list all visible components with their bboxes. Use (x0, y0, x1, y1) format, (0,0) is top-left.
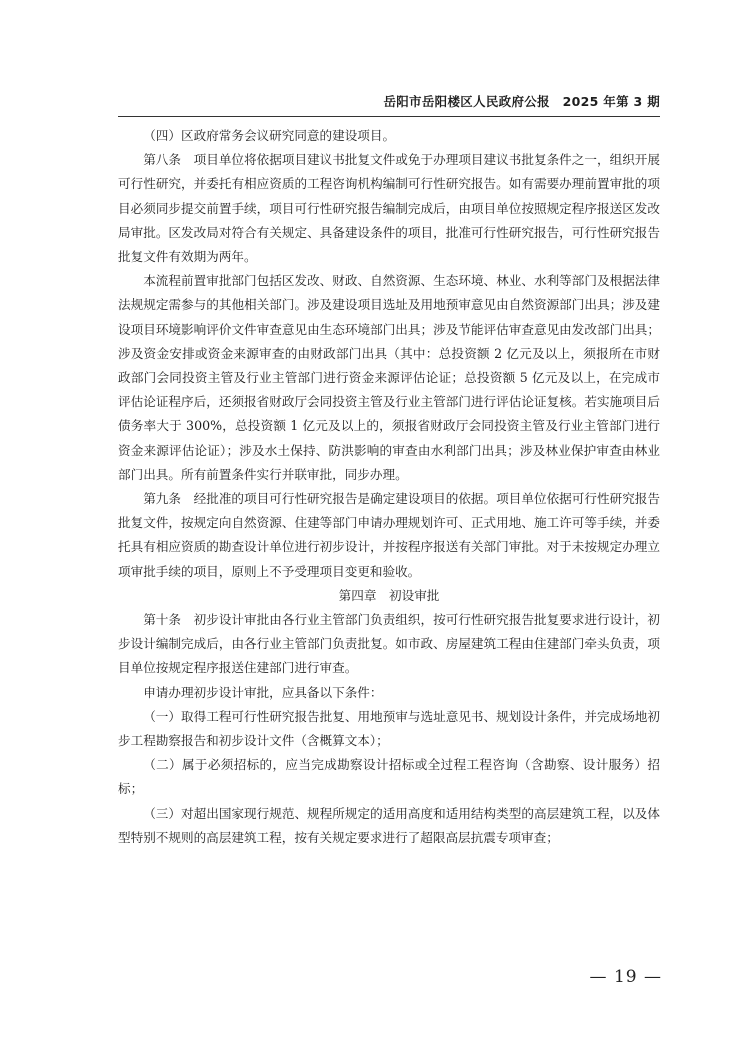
paragraph-condition-2: （二）属于必须招标的，应当完成勘察设计招标或全过程工程咨询（含勘察、设计服务）招标； (118, 757, 660, 797)
paragraph-item-4: （四）区政府常务会议研究同意的建设项目。 (143, 128, 396, 143)
header-title: 岳阳市岳阳楼区人民政府公报 2025 年第 3 期 (383, 94, 660, 109)
paragraph-article-9: 第九条 经批准的项目可行性研究报告是确定建设项目的依据。项目单位依据可行性研究报告批复文件，按规定向自然资源、住建等部门申请办理规划许可、正式用地、施工许可等手续，并委托具有相应资质的勘查设计单位进行初步设计，并按程序报送有关部门审批。对于未按规定办理立项审批手续的项目，原则上不予受理项目变更和验收。 (118, 491, 660, 579)
paragraph-conditions-intro: 申请办理初步设计审批，应具备以下条件： (143, 684, 383, 700)
page-number: — 19 — (589, 967, 662, 987)
paragraph-condition-3: （三）对超出国家现行规范、规程所规定的适用高度和适用结构类型的高层建筑工程，以及体型特别不规则的高层建筑工程，按有关规定要求进行了超限高层抗震专项审查； (118, 805, 660, 845)
page-header (118, 92, 660, 117)
paragraph-article-10: 第十条 初步设计审批由各行业主管部门负责组织，按可行性研究报告批复要求进行设计，初步设计编制完成后，由各行业主管部门负责批复。如市政、房屋建筑工程由住建部门牵头负责，项目单位按规定程序报送住建部门进行审查。 (118, 612, 660, 676)
paragraph-article-8: 第八条 项目单位将依据项目建议书批复文件或免于办理项目建议书批复条件之一，组织开展可行性研究，并委托有相应资质的工程咨询机构编制可行性研究报告。如有需要办理前置审批的项目必须同步提交前置手续，项目可行性研究报告编制完成后，由项目单位按照规定程序报送区发改局审批。区发改局对符合有关规定、具备建设条件的项目，批准可行性研究报告，可行性研究报告批复文件有效期为两年。 (118, 152, 660, 265)
paragraph-condition-1: （一）取得工程可行性研究报告批复、用地预审与选址意见书、规划设计条件，并完成场地初步工程勘察报告和初步设计文件（含概算文本）； (118, 708, 660, 749)
document-body (118, 124, 660, 850)
paragraph-prior-approval: 本流程前置审批部门包括区发改、财政、自然资源、生态环境、林业、水利等部门及根据法律法规规定需参与的其他相关部门。涉及建设项目选址及用地预审意见由自然资源部门出具；涉及建设项目环境影响评价文件审查意见由生态环境部门出具；涉及节能评估审查意见由发改部门出具；涉及资金安排或资金来源审查的由财政部门出具（其中：总投资额 2 亿元及以上，须报所在市财政部门会同投资主管及行业主管部门进行资金来源评估论证；总投资额 5 亿元及以上，在完成市评估论证程序后，还须报省财政厅会同投资主管及行业主管部门进行评估论证复核。若实施项目后债务率大于 300%，总投资额 1 亿元及以上的，须报省财政厅会同投资主管及行业主管部门进行资金来源评估论证）；涉及水土保持、防洪影响的审查由水利部门出具；涉及林业保护审查由林业部门出具。所有前置条件实行并联审批，同步办理。 (118, 273, 660, 482)
chapter-heading: 第四章 初设审批 (338, 587, 440, 603)
